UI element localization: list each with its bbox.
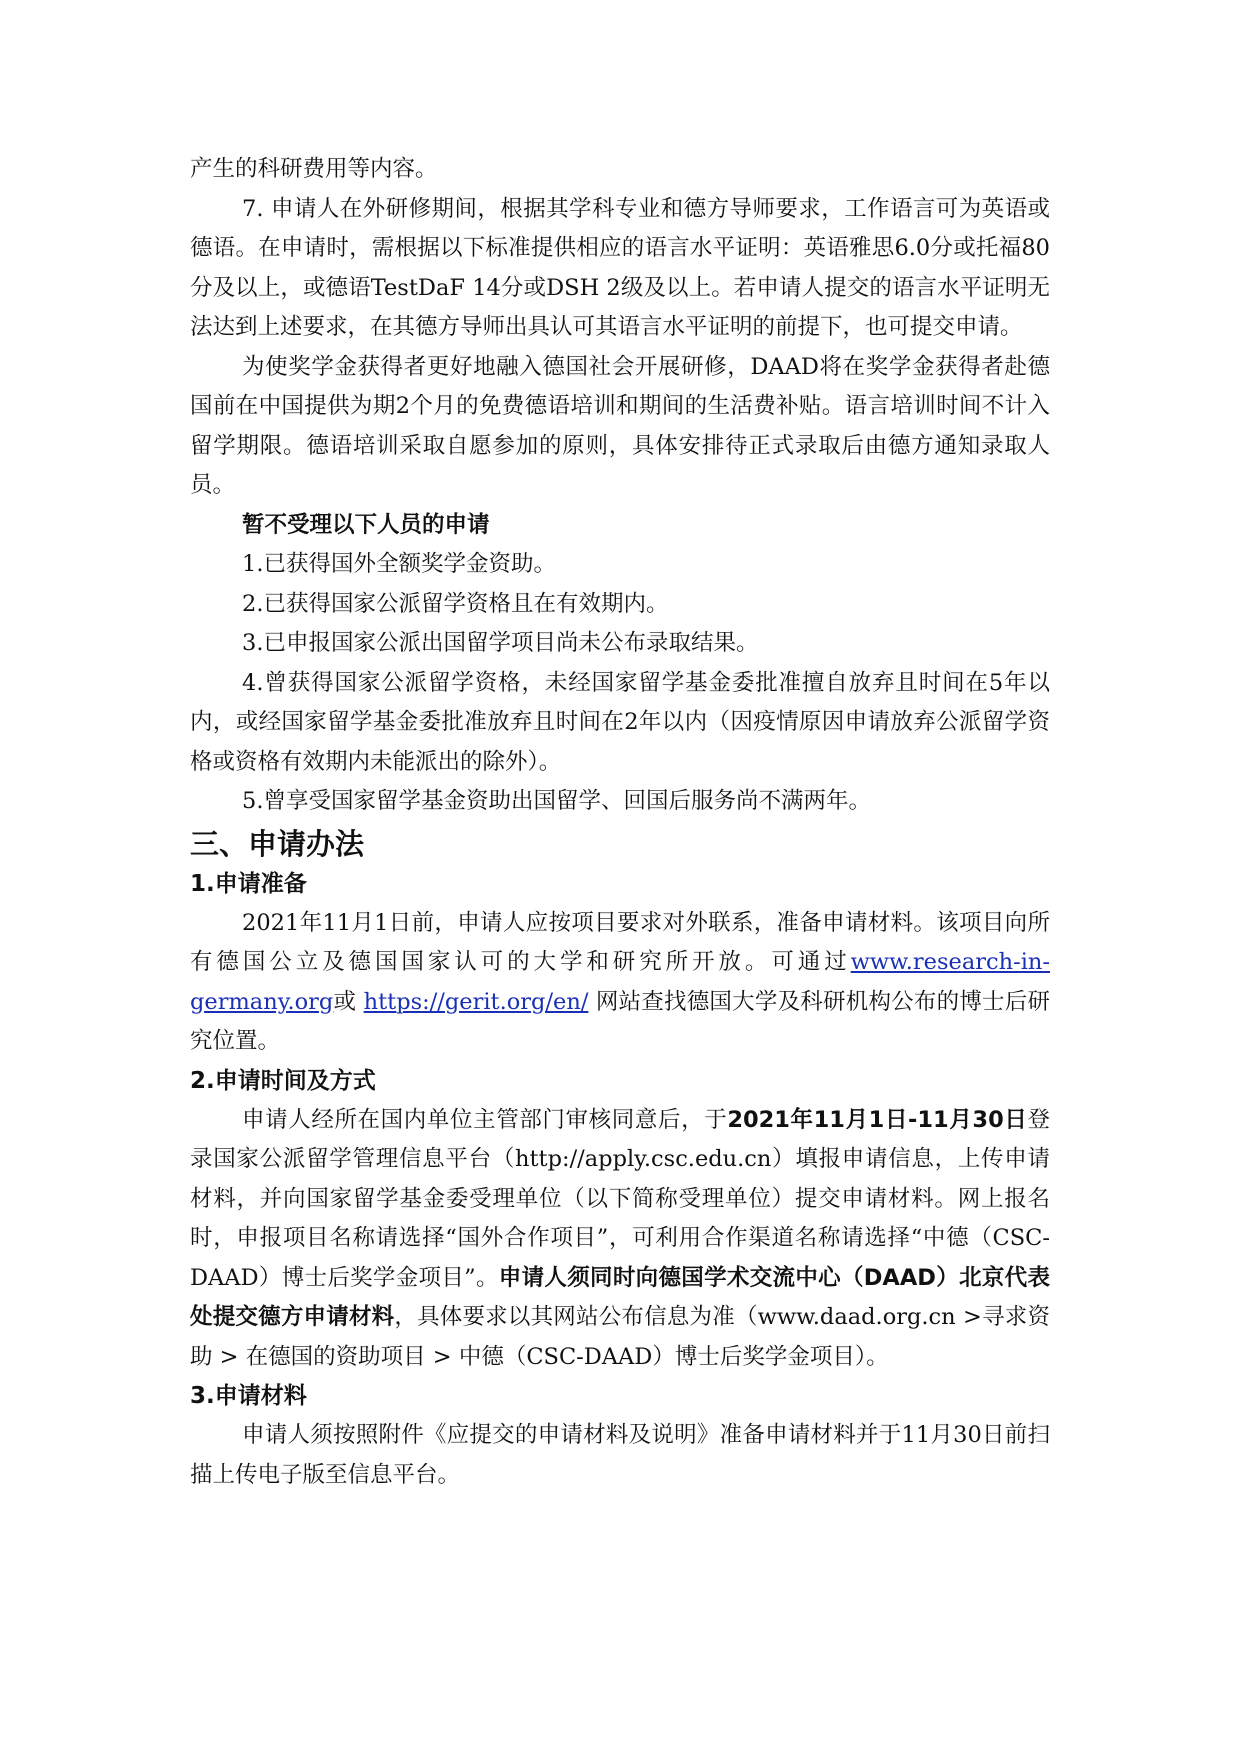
gerit-link[interactable]: https://gerit.org/en/ — [363, 988, 589, 1015]
exclusions-heading: 暂不受理以下人员的申请 — [242, 511, 490, 538]
paragraph-german-training: 为使奖学金获得者更好地融入德国社会开展研修，DAAD将在奖学金获得者赴德国前在中国提供为期2个月的免费德语培训和期间的生活费补贴。语言培训时间不计入留学期限。德语培训采取自愿参加的原则，具体安排待正式录取后由德方通知录取人员。 — [190, 353, 1050, 498]
application-dates: 2021年11月1日-11月30日 — [727, 1106, 1028, 1133]
exclusion-item: 5.曾享受国家留学基金资助出国留学、回国后服务尚不满两年。 — [242, 788, 871, 814]
paragraph-timing — [190, 1101, 1050, 1378]
timing-platform-text: 登录国家公派留学管理信息平台（http://apply.csc.edu.cn）填报申请信息，上传申请材料，并向国家留学基金委受理单位（以下简称受理单位）提交申请材料。网上报名时，申报项目名称请选择“国外合作项目”，可利用合作渠道名称请选择“中德（CSC-DAAD）博士后奖学金项目”。 — [190, 1106, 1050, 1291]
exclusion-item: 3.已申报国家公派出国留学项目尚未公布录取结果。 — [242, 630, 759, 656]
timing-text: 申请人经所在国内单位主管部门审核同意后，于 — [242, 1106, 728, 1133]
paragraph-preparation — [190, 904, 1050, 1062]
preparation-tail: 网站查找德国大学及科研机构公布的博士后研究位置。 — [190, 988, 1050, 1054]
preparation-text: 2021年11月1日前，申请人应按项目要求对外联系，准备申请材料。该项目向所有德国公立及德国国家认可的大学和研究所开放。可通过 — [190, 909, 1050, 975]
subheading-preparation: 1.申请准备 — [190, 870, 307, 897]
paragraph-cost-tail: 产生的科研费用等内容。 — [190, 156, 438, 182]
paragraph-language-requirement: 7. 申请人在外研修期间，根据其学科专业和德方导师要求，工作语言可为英语或德语。在申请时，需根据以下标准提供相应的语言水平证明：英语雅思6.0分或托福80分及以上，或德语TestDaF 14分或DSH 2级及以上。若申请人提交的语言水平证明无法达到上述要求，在其德方导师出具认可其语言水平证明的前提下，也可提交申请。 — [190, 195, 1050, 340]
document-body — [190, 150, 1050, 1495]
exclusion-item: 1.已获得国外全额奖学金资助。 — [242, 551, 556, 577]
subheading-materials: 3.申请材料 — [190, 1383, 307, 1409]
exclusion-item: 4.曾获得国家公派留学资格，未经国家留学基金委批准擅自放弃且时间在5年以内，或经国家留学基金委批准放弃且时间在2年以内（因疫情原因申请放弃公派留学资格或资格有效期内未能派出的除外）。 — [190, 669, 1050, 775]
timing-tail: ，具体要求以其网站公布信息为准（www.daad.org.cn >寻求资助 > 在德国的资助项目 > 中德（CSC-DAAD）博士后奖学金项目）。 — [190, 1304, 1050, 1370]
preparation-or: 或 — [333, 988, 357, 1015]
paragraph-materials: 申请人须按照附件《应提交的申请材料及说明》准备申请材料并于11月30日前扫描上传电子版至信息平台。 — [190, 1422, 1050, 1488]
exclusion-item: 2.已获得国家公派留学资格且在有效期内。 — [242, 590, 669, 617]
daad-requirement: 申请人须同时向德国学术交流中心（DAAD）北京代表处提交德方申请材料 — [190, 1264, 1050, 1330]
section-title: 三、申请办法 — [190, 826, 365, 861]
subheading-timing: 2.申请时间及方式 — [190, 1067, 376, 1094]
research-in-germany-link[interactable]: www.research-in-germany.org — [190, 949, 1050, 1015]
